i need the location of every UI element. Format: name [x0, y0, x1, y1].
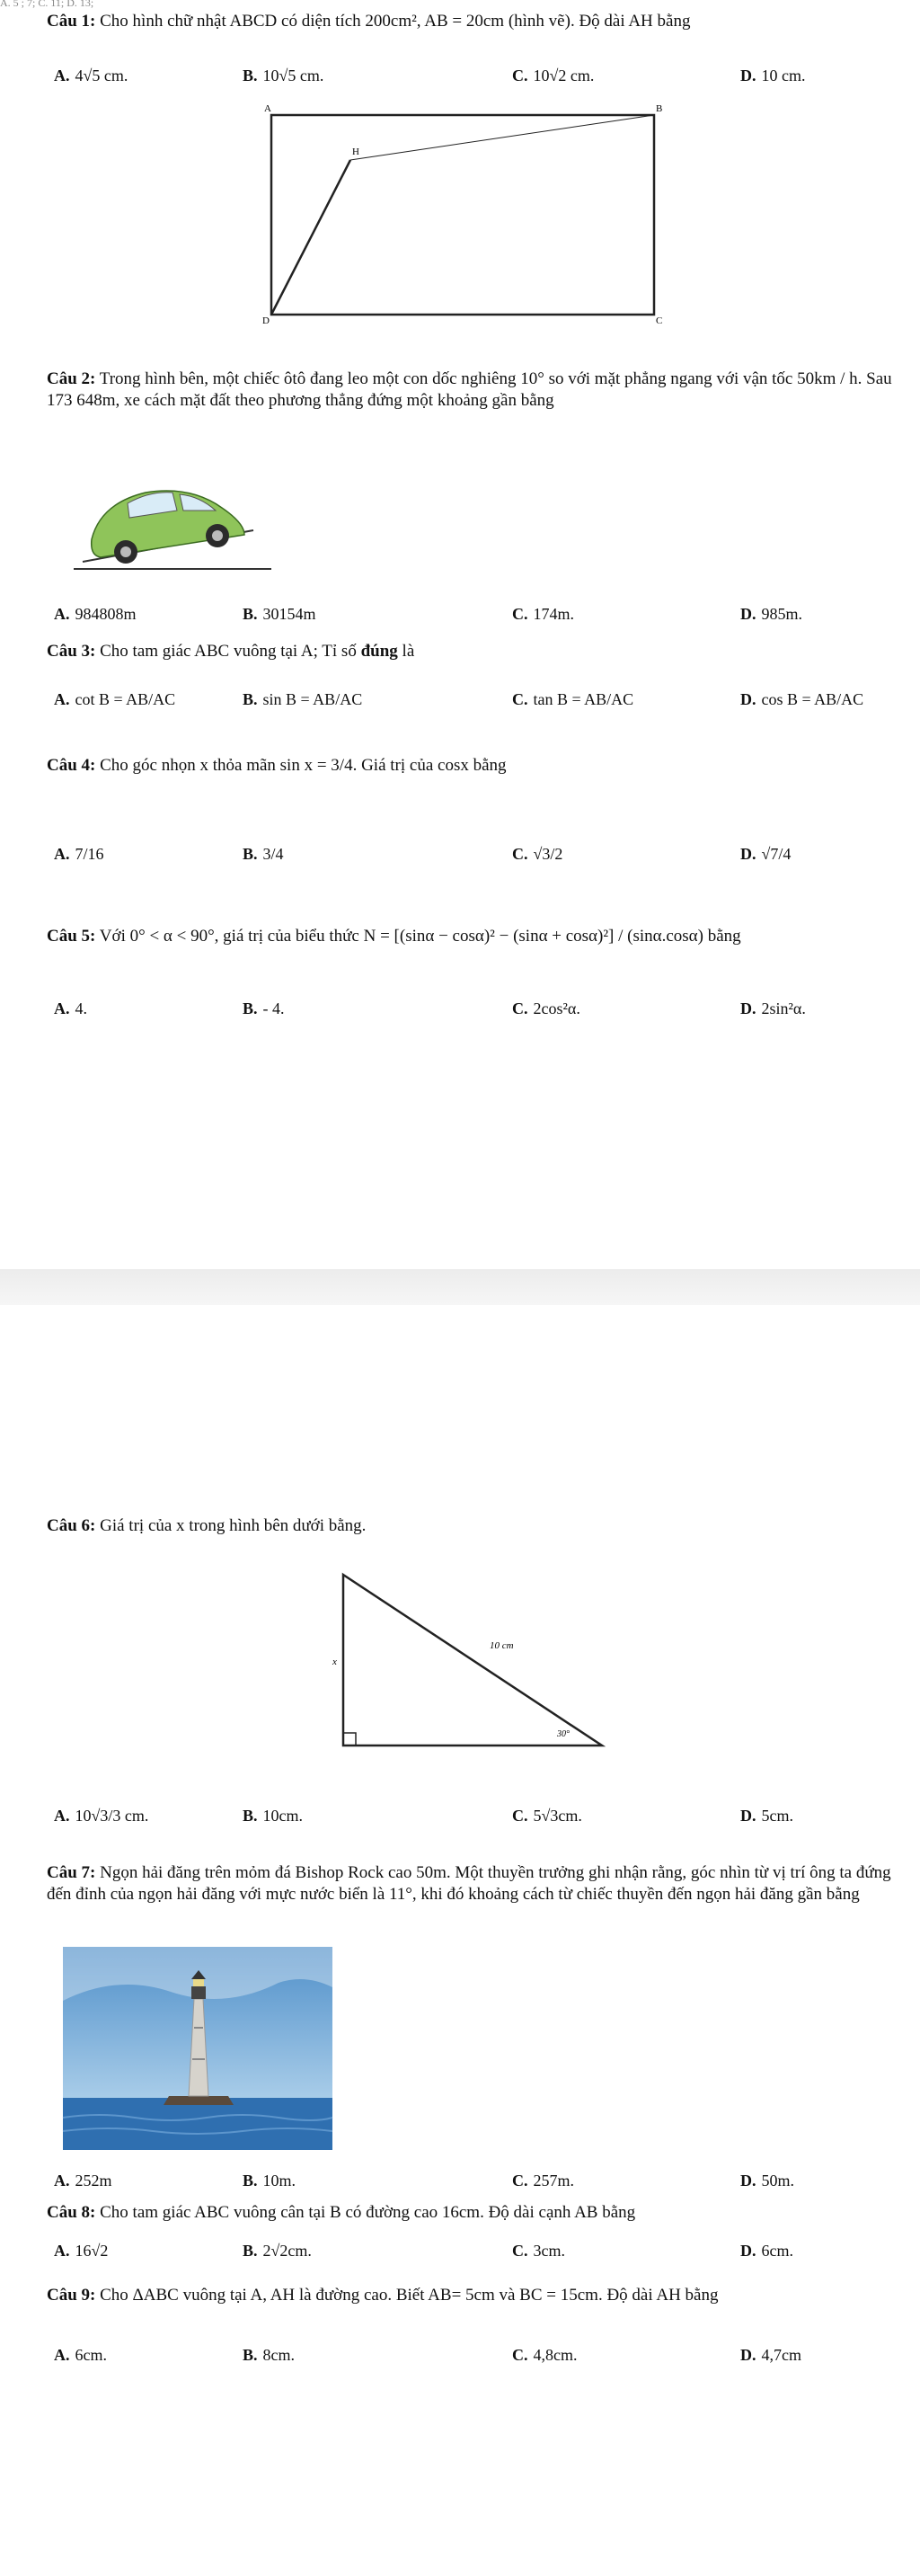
option-c: C. 257m.: [512, 2172, 575, 2190]
car-illustration: [65, 440, 280, 575]
question-label: Câu 7:: [47, 1863, 96, 1882]
question-7-options: [47, 2172, 900, 2198]
label-x: x: [332, 1657, 337, 1667]
option-b: B. 30154m: [243, 605, 316, 623]
option-d: D. 985m.: [740, 605, 803, 623]
option-d: D. cos B = AB/AC: [740, 690, 864, 708]
option-b: B. 10cm.: [243, 1807, 304, 1825]
question-text: Ngọn hải đăng trên mỏm đá Bishop Rock cao 50m. Một thuyền trưởng ghi nhận rằng, góc nhìn từ vị trí ông ta đứng đến đỉnh của ngọn hải đăng với mực nước biển là 11°, khi đó khoảng cách từ chiếc thuyền đến ngọn hải đăng gần bằng: [47, 1863, 891, 1904]
label-angle: 30°: [557, 1729, 570, 1739]
question-text: Cho tam giác ABC vuông tại A; Tỉ số: [100, 642, 357, 661]
option-d: D. √7/4: [740, 845, 792, 863]
option-a: A. cot B = AB/AC: [54, 690, 176, 708]
lighthouse-photo: [63, 1947, 332, 2150]
question-5: [47, 926, 900, 947]
option-a: A. 7/16: [54, 845, 104, 863]
question-label: Câu 8:: [47, 2203, 96, 2222]
option-c: C. 2cos²α.: [512, 999, 580, 1017]
question-label: Câu 9:: [47, 2286, 96, 2305]
label-h: H: [352, 147, 359, 157]
option-b: B. 2√2cm.: [243, 2242, 312, 2260]
question-7: [47, 1862, 900, 1905]
question-2-options: [47, 605, 900, 632]
question-2: [47, 369, 900, 412]
option-c: C. 3cm.: [512, 2242, 565, 2260]
label-c: C: [656, 315, 663, 326]
option-d: D. 6cm.: [740, 2242, 793, 2260]
question-text: Cho ΔABC vuông tại A, AH là đường cao. Biết AB= 5cm và BC = 15cm. Độ dài AH bằng: [100, 2286, 719, 2305]
question-text: Cho góc nhọn x thỏa mãn sin x = 3/4. Giá trị của cosx bằng: [100, 756, 507, 775]
question-label: Câu 4:: [47, 756, 96, 775]
question-label: Câu 6:: [47, 1516, 96, 1535]
option-a: A. 10√3/3 cm.: [54, 1807, 149, 1825]
label-d: D: [262, 315, 270, 326]
question-4: [47, 755, 900, 777]
option-a: A. 984808m: [54, 605, 137, 623]
option-d: D. 4,7cm: [740, 2346, 801, 2364]
option-b: B. 3/4: [243, 845, 284, 863]
question-text: Giá trị của x trong hình bên dưới bằng.: [100, 1516, 367, 1535]
question-label: Câu 1:: [47, 12, 96, 31]
option-c: C. 174m.: [512, 605, 575, 623]
option-c: C. tan B = AB/AC: [512, 690, 634, 708]
question-label: Câu 3:: [47, 642, 96, 661]
option-a: A. 16√2: [54, 2242, 109, 2260]
option-b: B. - 4.: [243, 999, 285, 1017]
question-3-options: [47, 690, 900, 717]
question-9-options: [47, 2346, 900, 2373]
question-5-options: [47, 999, 900, 1026]
question-text: Trong hình bên, một chiếc ôtô đang leo một con dốc nghiêng 10° so với mặt phẳng ngang với vận tốc 50km / h. Sau 173 648m, xe cách mặt đất theo phương thẳng đứng một khoảng gần bằng: [47, 369, 892, 410]
question-3: [47, 641, 900, 662]
question-label: Câu 5:: [47, 927, 96, 946]
question-4-options: [47, 845, 900, 872]
question-text: Với 0° < α < 90°, giá trị của biểu thức N = [(sinα − cosα)² − (sinα + cosα)²] / (sinα.cosα) bằng: [99, 927, 741, 946]
option-d: D. 2sin²α.: [740, 999, 806, 1017]
label-a: A: [264, 103, 271, 114]
question-1: [47, 11, 900, 32]
question-1-options: [47, 67, 900, 93]
option-b: B. sin B = AB/AC: [243, 690, 363, 708]
question-label: Câu 2:: [47, 369, 96, 388]
option-c: C. 4,8cm.: [512, 2346, 578, 2364]
question-6: [47, 1515, 900, 1537]
question-text-bold: đúng: [360, 642, 398, 661]
option-c: C. √3/2: [512, 845, 563, 863]
option-a: A. 252m: [54, 2172, 112, 2190]
question-text: Cho tam giác ABC vuông cân tại B có đường cao 16cm. Độ dài cạnh AB bằng: [100, 2203, 636, 2222]
question-9: [47, 2285, 900, 2306]
triangle-figure: [332, 1564, 620, 1762]
option-d: D. 10 cm.: [740, 67, 806, 84]
option-a: A. 4.: [54, 999, 87, 1017]
option-d: D. 50m.: [740, 2172, 795, 2190]
option-a: A. 4√5 cm.: [54, 67, 128, 84]
option-d: D. 5cm.: [740, 1807, 793, 1825]
option-b: B. 10√5 cm.: [243, 67, 324, 84]
question-text-end: là: [402, 642, 415, 661]
question-6-options: [47, 1807, 900, 1834]
option-b: B. 8cm.: [243, 2346, 296, 2364]
label-hypotenuse: 10 cm: [490, 1640, 514, 1651]
option-a: A. 6cm.: [54, 2346, 107, 2364]
question-8-options: [47, 2242, 900, 2269]
question-8: [47, 2202, 900, 2224]
option-b: B. 10m.: [243, 2172, 296, 2190]
rectangle-figure: [261, 99, 674, 324]
question-text: Cho hình chữ nhật ABCD có diện tích 200cm², AB = 20cm (hình vẽ). Độ dài AH bằng: [100, 12, 691, 31]
option-c: C. 5√3cm.: [512, 1807, 582, 1825]
page-separator: [0, 1269, 920, 1305]
label-b: B: [656, 103, 663, 114]
option-c: C. 10√2 cm.: [512, 67, 595, 84]
top-cut-text: A. 5 ; 7; C. 11; D. 13;: [0, 0, 94, 9]
